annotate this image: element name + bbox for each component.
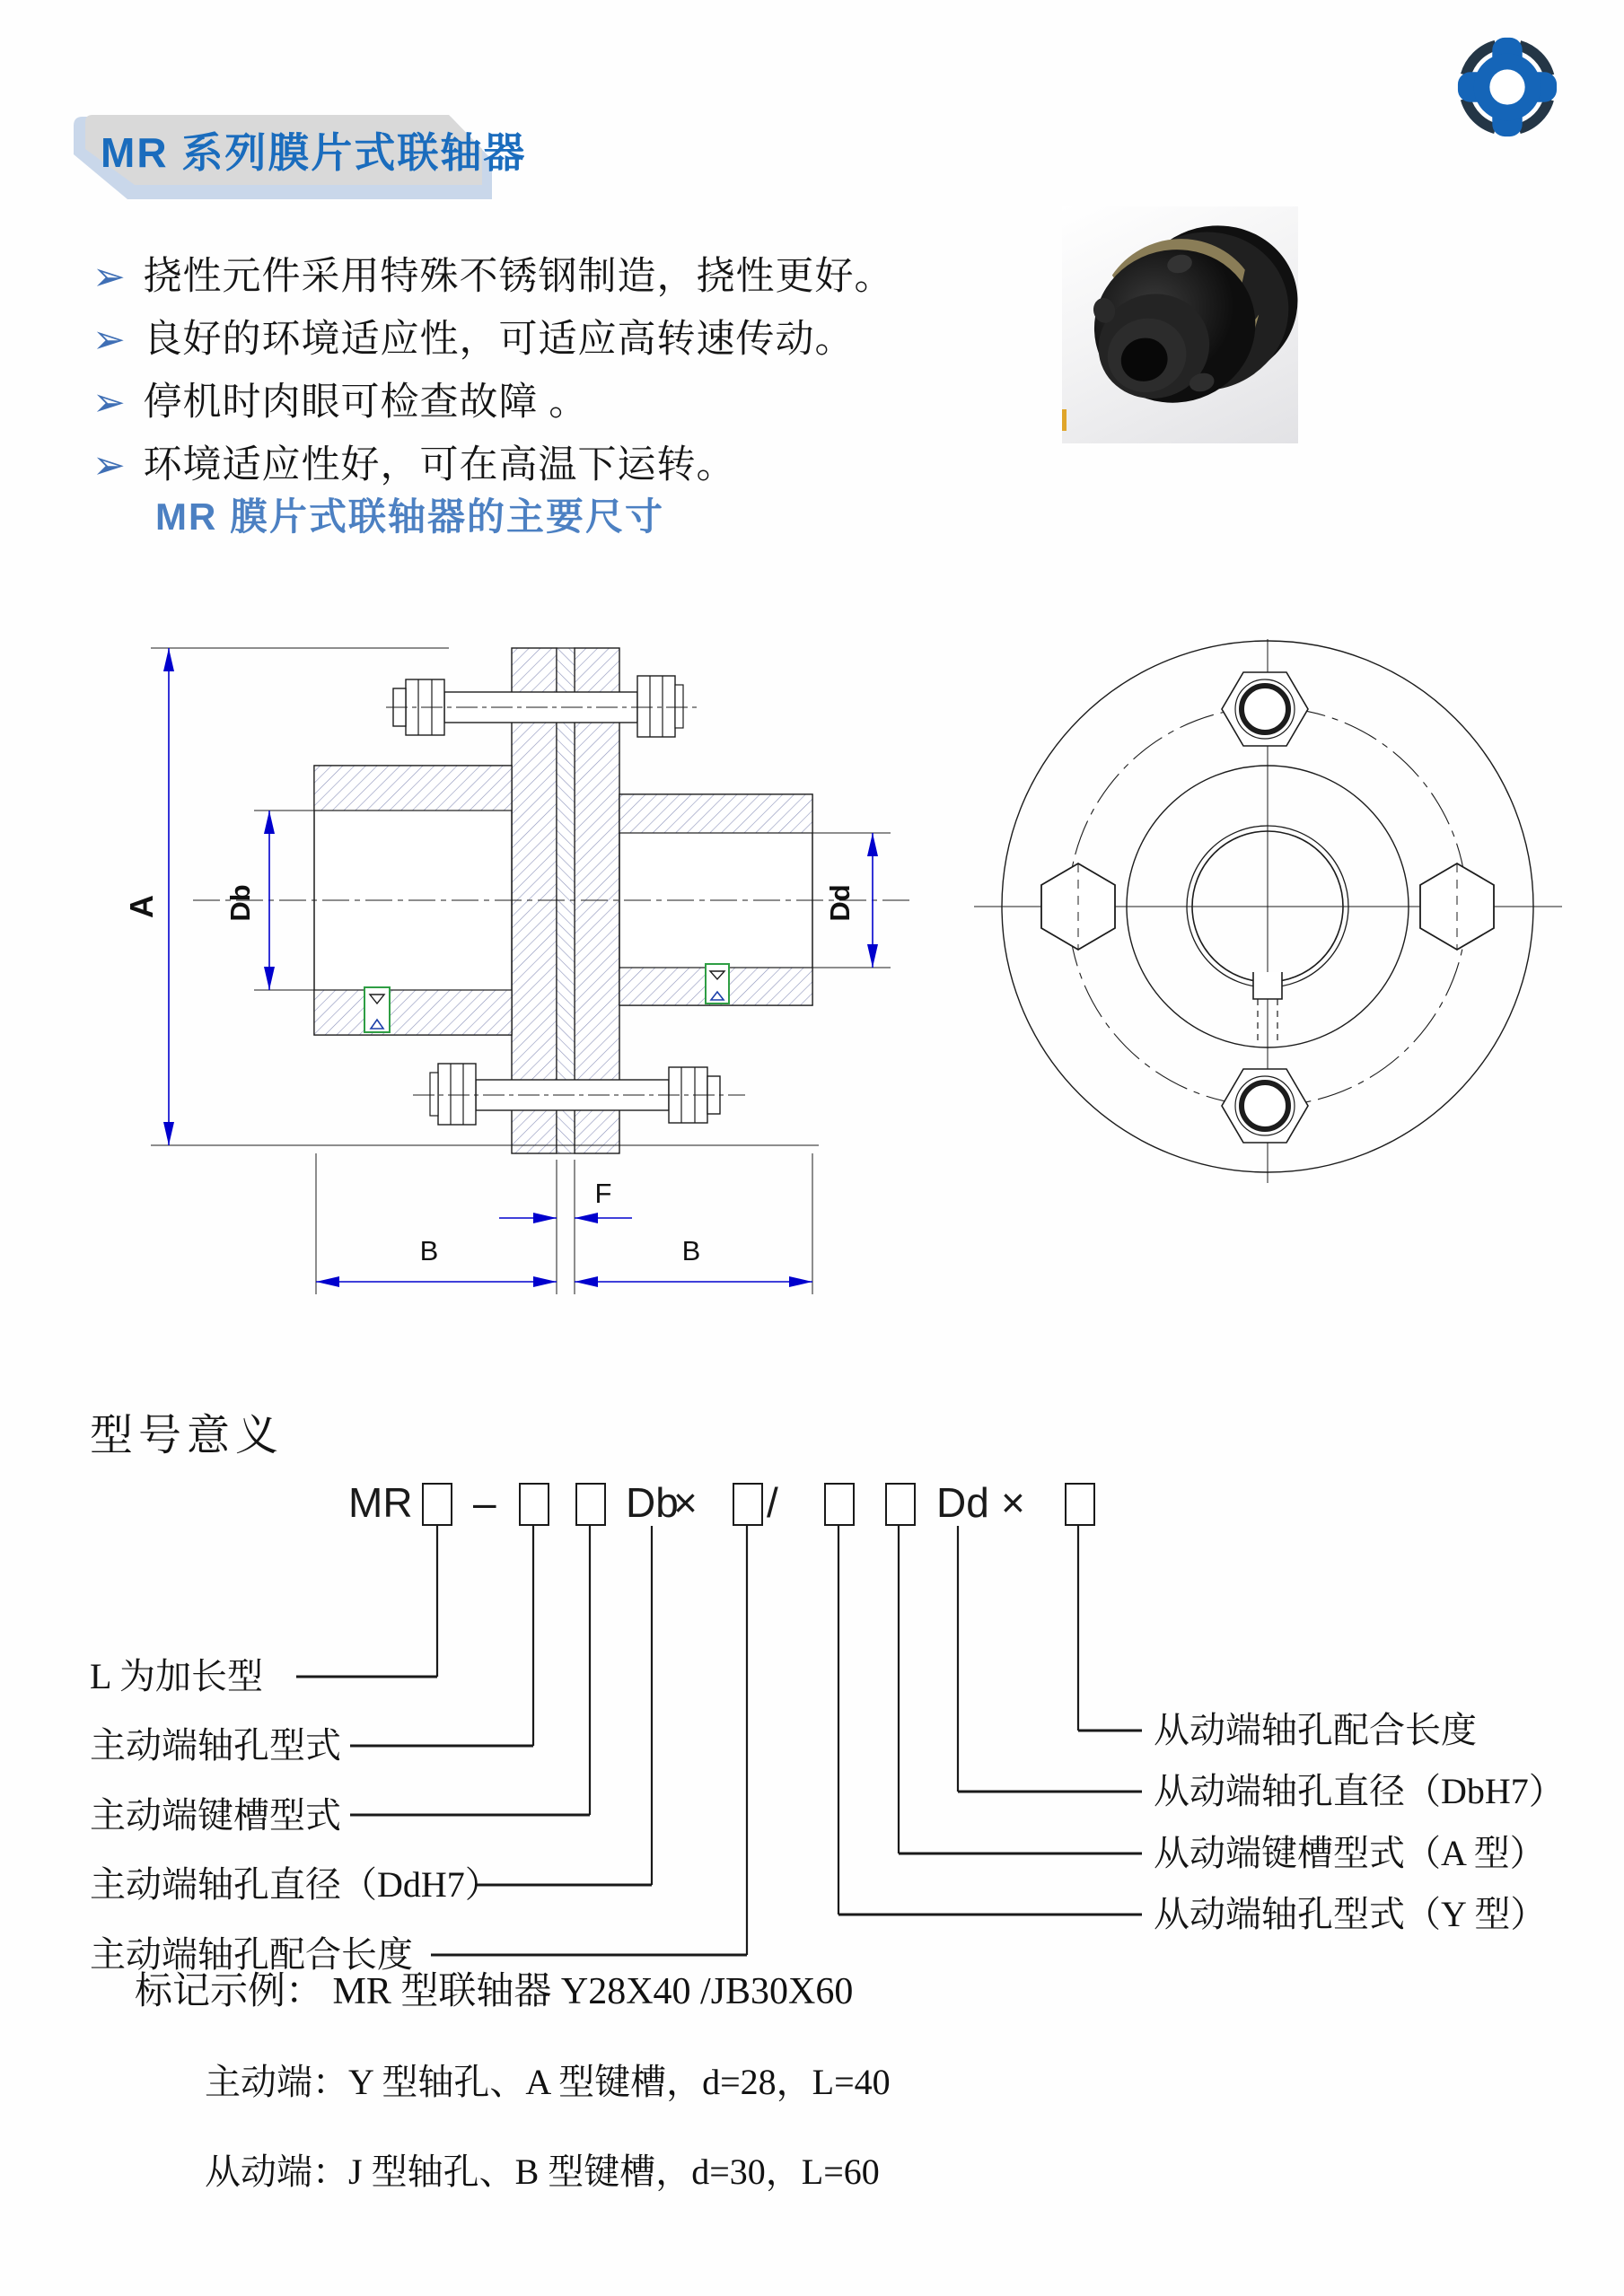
dimension-B-left xyxy=(316,1153,557,1294)
code-dd: Dd xyxy=(936,1479,989,1526)
label-active-keyway-form: 主动端键槽型式 xyxy=(90,1795,341,1836)
technical-drawing xyxy=(90,610,1624,1355)
bolt-head-left xyxy=(1041,863,1115,950)
arrow-bullet-icon: ➢ xyxy=(92,255,126,299)
example-driven-end: 从动端：J 型轴孔、B 型键槽，d=30，L=60 xyxy=(205,2151,880,2192)
coupling-photo-illustration xyxy=(1062,206,1298,443)
example-intro: 标记示例： MR 型联轴器 Y28X40 /JB30X60 xyxy=(135,1971,854,2012)
photo-edge-artifact xyxy=(1062,409,1067,431)
label-driven-bore-form: 从动端轴孔型式（Y 型） xyxy=(1154,1894,1547,1934)
dimension-B-right xyxy=(575,1153,812,1294)
svg-text:Db: Db xyxy=(224,884,256,922)
bolt-nut-top xyxy=(1222,672,1308,746)
coupling-logo-icon xyxy=(1454,34,1560,140)
feature-text: 良好的环境适应性，可适应高转速传动。 xyxy=(143,319,855,361)
bolt-nut-bottom xyxy=(1222,1069,1308,1143)
feature-item xyxy=(92,254,1044,304)
svg-text:F: F xyxy=(594,1178,612,1209)
set-screw-left xyxy=(364,987,390,1032)
dimension-Dd xyxy=(812,833,891,968)
svg-text:A: A xyxy=(123,895,160,918)
code-slash: / xyxy=(767,1479,778,1526)
arrow-bullet-icon: ➢ xyxy=(92,318,126,362)
dimension-F xyxy=(499,1160,632,1231)
label-active-bore-form: 主动端轴孔型式 xyxy=(90,1725,341,1766)
code-db: Db xyxy=(626,1479,679,1526)
arrow-bullet-icon: ➢ xyxy=(92,381,126,425)
feature-text: 环境适应性好，可在高温下运转。 xyxy=(143,444,736,486)
page-title: MR 系列膜片式联轴器 xyxy=(101,129,527,176)
product-photo xyxy=(1062,206,1298,443)
set-screw-right xyxy=(706,964,729,1003)
feature-item xyxy=(92,443,1044,493)
arrow-bullet-icon: ➢ xyxy=(92,443,126,487)
label-driven-keyway-form: 从动端键槽型式（A 型） xyxy=(1154,1833,1546,1873)
svg-text:B: B xyxy=(681,1235,701,1266)
code-dash: – xyxy=(473,1479,496,1526)
feature-text: 挠性元件采用特殊不锈钢制造，挠性更好。 xyxy=(143,256,894,298)
bolt-head-right xyxy=(1420,863,1494,950)
code-times: × xyxy=(673,1479,698,1526)
code-times: × xyxy=(1001,1479,1025,1526)
label-active-bore-diameter: 主动端轴孔直径（DdH7） xyxy=(90,1864,501,1905)
model-meaning-heading: 型号意义 xyxy=(90,1412,285,1459)
svg-text:B: B xyxy=(419,1235,439,1266)
feature-item xyxy=(92,317,1044,367)
label-driven-fit-length: 从动端轴孔配合长度 xyxy=(1154,1710,1477,1750)
label-extended-type: L 为加长型 xyxy=(90,1656,263,1696)
section-subtitle: MR 膜片式联轴器的主要尺寸 xyxy=(155,495,664,538)
label-active-fit-length: 主动端轴孔配合长度 xyxy=(90,1934,413,1975)
label-driven-bore-diameter: 从动端轴孔直径（DbH7） xyxy=(1154,1771,1565,1811)
front-view xyxy=(974,639,1562,1183)
example-active-end: 主动端：Y 型轴孔、A 型键槽，d=28，L=40 xyxy=(205,2062,891,2102)
feature-item xyxy=(92,380,1044,430)
svg-text:Dd: Dd xyxy=(824,884,856,922)
code-prefix: MR xyxy=(348,1479,413,1526)
side-section-view xyxy=(123,648,911,1294)
feature-text: 停机时肉眼可检查故障 。 xyxy=(143,381,589,424)
